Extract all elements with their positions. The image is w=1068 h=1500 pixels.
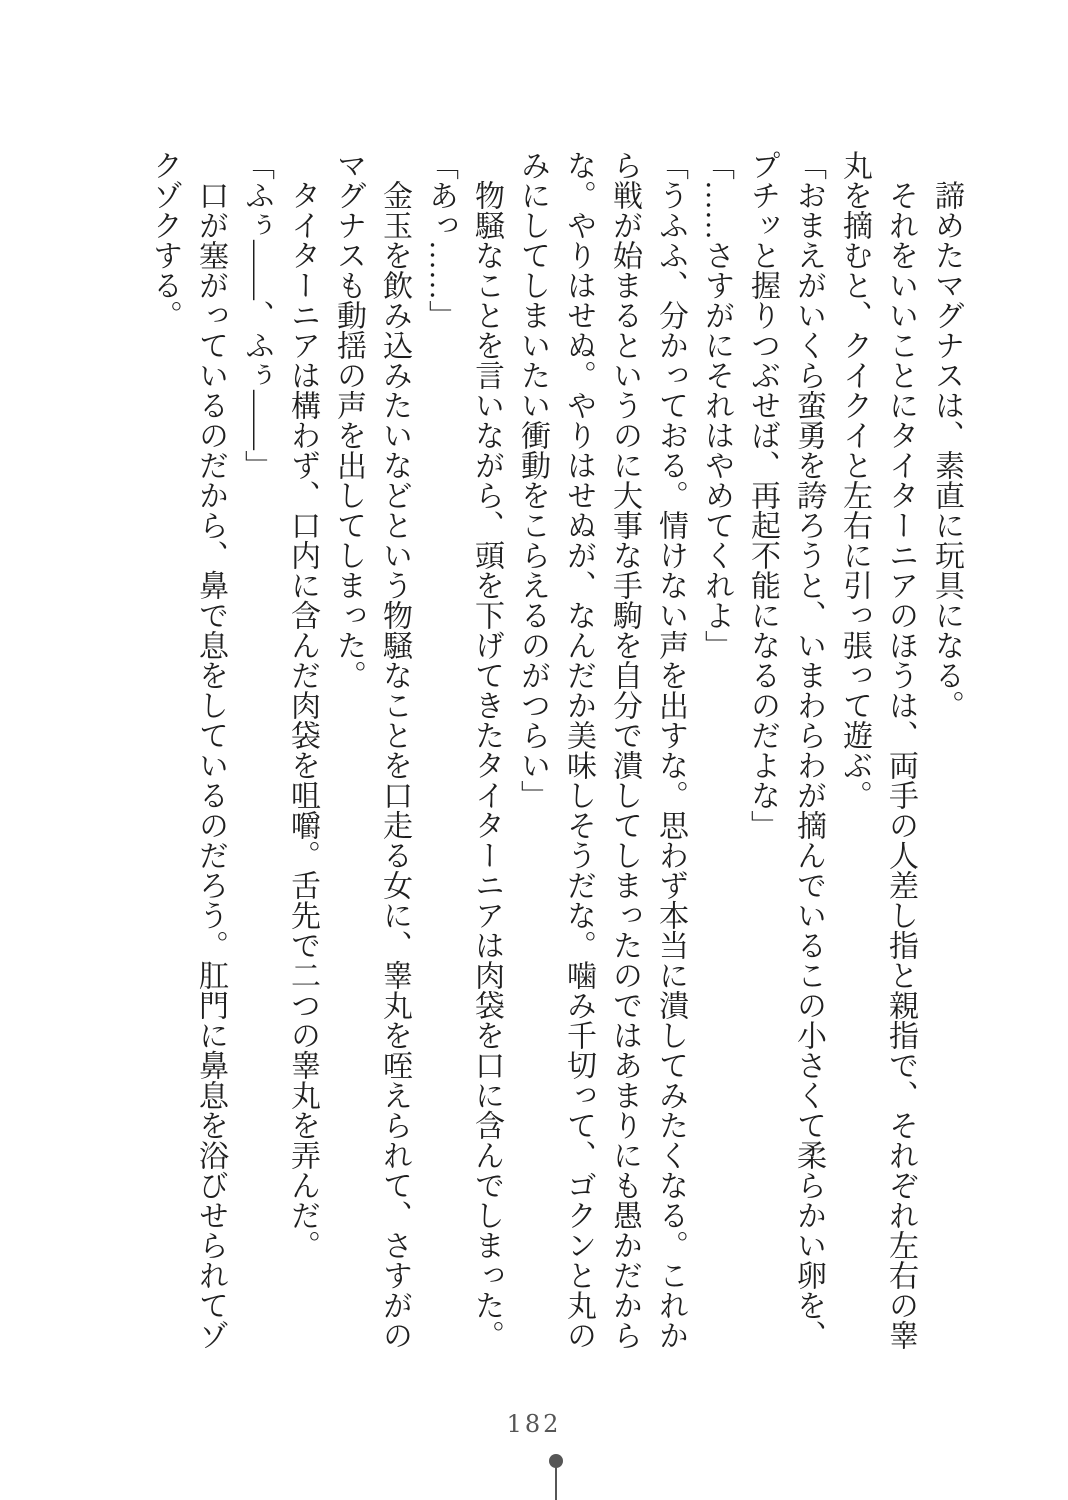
vertical-text-block [141, 150, 969, 1354]
dialogue-paragraph: 「……さすがにそれはやめてくれよ」 [700, 150, 733, 660]
page-marker-line [555, 1464, 557, 1500]
narration-paragraph: タイターニアは構わず、口内に含んだ肉袋を咀嚼。舌先で二つの睾丸を弄んだ。 [286, 180, 319, 1260]
narration-paragraph: それをいいことにタイターニアのほうは、両手の人差し指と親指で、それぞれ左右の睾丸を摘むと、クイクイと左右に引っ張って遊ぶ。 [838, 150, 917, 1350]
narration-paragraph: 金玉を飲み込みたいなどという物騒なことを口走る女に、睾丸を咥えられて、さすがのマグナスも動揺の声を出してしまった。 [332, 150, 411, 1350]
page-footer [0, 1400, 1068, 1500]
dialogue-paragraph: 「あっ……」 [424, 150, 457, 330]
narration-paragraph: 物騒なことを言いながら、頭を下げてきたタイターニアは肉袋を口に含んでしまった。 [470, 180, 503, 1350]
dialogue-paragraph: 「うふふ、分かっておる。情けない声を出すな。思わず本当に潰してみたくなる。これから戦が始まるというのに大事な手駒を自分で潰してしまったのではあまりにも愚かだからな。やりはせぬ。やりはせぬが、なんだか美味しそうだな。噛み千切って、ゴクンと丸のみにしてしまいたい衝動をこらえるのがつらい」 [516, 150, 687, 1350]
narration-paragraph: 諦めたマグナスは、素直に玩具になる。 [930, 180, 963, 720]
page-number: 182 [506, 1410, 562, 1438]
dialogue-paragraph: 「ふぅ――、ふぅ――」 [240, 150, 273, 480]
narration-paragraph: 口が塞がっているのだから、鼻で息をしているのだろう。肛門に鼻息を浴びせられてゾクゾクする。 [148, 150, 227, 1350]
dialogue-paragraph: 「おまえがいくら蛮勇を誇ろうと、いまわらわが摘んでいるこの小さくて柔らかい卵を、プチッと握りつぶせば、再起不能になるのだよな」 [746, 150, 825, 1350]
